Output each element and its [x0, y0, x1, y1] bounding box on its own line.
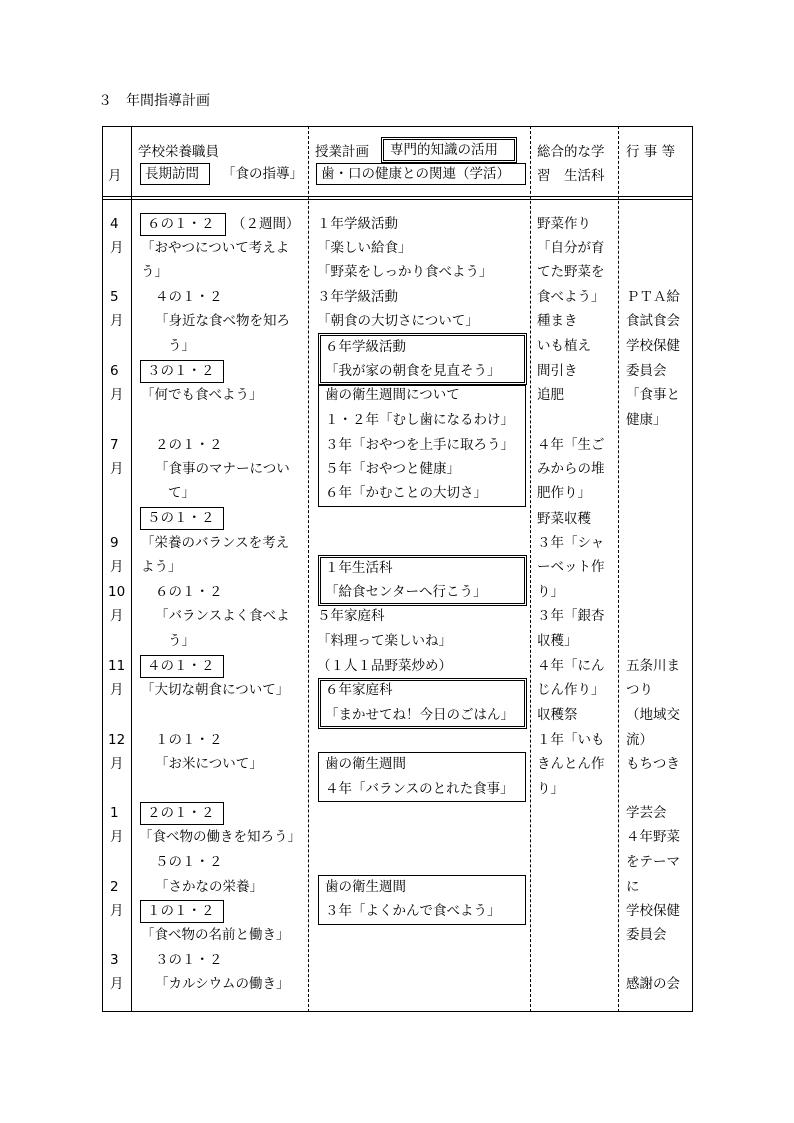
- page-heading: ３ 年間指導計画: [98, 93, 210, 109]
- month-label: 月: [110, 829, 124, 845]
- class-text: 「朝食の大切さについて」: [317, 313, 479, 329]
- month-label: 月: [110, 903, 124, 919]
- header-class-plan: 授業計画: [315, 144, 369, 160]
- teacher-text: よう」: [141, 559, 182, 575]
- class-text: 「料理って楽しいね」: [317, 633, 452, 649]
- event-text: 学芸会: [626, 805, 667, 821]
- teacher-text: 「食べ物の名前と働き」: [141, 927, 290, 943]
- class-text: 歯の衛生週間について: [325, 387, 460, 403]
- integrated-text: みからの堆: [537, 461, 605, 477]
- event-text: 委員会: [626, 927, 667, 943]
- integrated-text: 食べよう」: [537, 289, 605, 305]
- integrated-text: ーベット作: [537, 559, 605, 575]
- month-label: 月: [110, 608, 124, 624]
- visit-class-box: ２の１・２: [140, 802, 224, 825]
- event-text: 健康」: [626, 412, 667, 428]
- teacher-text: 「食事のマナーについ: [155, 461, 290, 477]
- teacher-text: 「身近な食べ物を知ろ: [155, 313, 290, 329]
- teacher-text: う」: [141, 264, 168, 280]
- integrated-text: ４年「にん: [537, 658, 605, 674]
- teacher-text: １の１・２: [155, 732, 223, 748]
- event-text: 学校保健: [626, 338, 680, 354]
- event-text: ＰＴＡ給: [626, 289, 680, 305]
- event-text: をテーマ: [626, 854, 680, 870]
- header-month: 月: [108, 168, 122, 184]
- header-teacher-title: 学校栄養職員: [138, 144, 219, 160]
- class-text: （１人１品野菜炒め）: [317, 658, 452, 674]
- column-divider: [308, 126, 309, 1012]
- header-teacher-guidance: 「食の指導」: [222, 166, 303, 182]
- class-text: ３年学級活動: [317, 289, 398, 305]
- visit-class-box: ６の１・２: [140, 213, 226, 236]
- class-text: 「給食センターへ行こう」: [325, 584, 487, 600]
- visit-class-box: １の１・２: [140, 900, 224, 923]
- event-text: （地域交: [626, 707, 680, 723]
- teacher-text: ５の１・２: [155, 854, 223, 870]
- header-integrated: 総合的な学: [537, 144, 605, 160]
- integrated-text: ３年「銀杏: [537, 608, 605, 624]
- class-text: 歯の衛生週間: [325, 879, 406, 895]
- teacher-text: 「バランスよく食べよ: [155, 608, 290, 624]
- month-label: 6: [110, 363, 119, 379]
- event-text: 学校保健: [626, 903, 680, 919]
- integrated-text: いも植え: [537, 338, 591, 354]
- visit-class-box: ４の１・２: [140, 655, 224, 678]
- header-divider: [102, 199, 693, 200]
- integrated-text: ４年「生ご: [537, 437, 605, 453]
- month-column-divider: [131, 126, 132, 1012]
- class-text: ５年「おやつと健康」: [325, 461, 460, 477]
- month-label: 2: [110, 879, 119, 895]
- integrated-text: 肥作り」: [537, 485, 591, 501]
- class-text: ６年学級活動: [325, 339, 406, 355]
- teacher-text: ２の１・２: [155, 437, 223, 453]
- integrated-text: 種まき: [537, 313, 578, 329]
- teacher-text: 「大切な朝食について」: [141, 682, 290, 698]
- event-text: もちつき: [626, 756, 680, 772]
- month-label: 11: [108, 658, 126, 674]
- visit-class-box: ３の１・２: [140, 360, 224, 383]
- class-text: ６年家庭科: [325, 682, 393, 698]
- teacher-text: 「お米について」: [155, 756, 263, 772]
- month-label: 9: [110, 535, 119, 551]
- integrated-text: 「自分が育: [537, 240, 605, 256]
- month-label: 月: [110, 240, 124, 256]
- integrated-text: 収穫祭: [537, 707, 578, 723]
- class-text: 歯の衛生週間: [325, 756, 406, 772]
- month-label: 月: [110, 976, 124, 992]
- integrated-text: 収穫」: [537, 633, 578, 649]
- class-text: １年生活科: [325, 560, 393, 576]
- class-text: 「まかせてね！今日のごはん」: [325, 707, 514, 723]
- class-text: ３年「よくかんで食べよう」: [325, 903, 501, 919]
- integrated-text: ３年「シャ: [537, 535, 605, 551]
- teacher-text: う」: [168, 338, 195, 354]
- month-label: 12: [108, 732, 126, 748]
- month-label: 月: [110, 756, 124, 772]
- integrated-text: り」: [537, 584, 564, 600]
- teacher-text: ３の１・２: [155, 952, 223, 968]
- teacher-text: 「さかなの栄養」: [155, 879, 263, 895]
- class-text: 「野菜をしっかり食べよう」: [317, 264, 493, 280]
- month-label: 月: [110, 682, 124, 698]
- month-label: 10: [108, 584, 126, 600]
- event-text: つり: [626, 682, 653, 698]
- month-label: 1: [110, 805, 119, 821]
- class-text: 「我が家の朝食を見直そう」: [325, 363, 501, 379]
- header-teacher-visit: 長期訪問: [140, 163, 210, 185]
- month-label: 7: [110, 437, 119, 453]
- column-divider: [530, 126, 531, 1012]
- header-divider: [102, 196, 693, 197]
- integrated-text: １年「いも: [537, 732, 605, 748]
- event-text: 「食事と: [626, 387, 680, 403]
- month-label: 月: [110, 559, 124, 575]
- teacher-text: 「栄養のバランスを考え: [141, 535, 290, 551]
- class-text: １・２年「むし歯になるわけ」: [325, 412, 514, 428]
- integrated-text: きんとん作: [537, 756, 605, 772]
- event-text: ４年野菜: [626, 829, 680, 845]
- class-text: ４年「バランスのとれた食事」: [325, 781, 514, 797]
- integrated-text: 間引き: [537, 363, 578, 379]
- integrated-text: 野菜作り: [537, 216, 591, 232]
- event-text: 五条川ま: [626, 658, 680, 674]
- month-label: 月: [110, 461, 124, 477]
- column-divider: [618, 126, 619, 1012]
- class-text: 「楽しい給食」: [317, 240, 412, 256]
- teacher-text: 「食べ物の働きを知ろう」: [139, 829, 301, 845]
- header-expertise: 専門的知識の活用: [381, 137, 517, 163]
- teacher-text: ４の１・２: [155, 289, 223, 305]
- teacher-text: 「おやつについて考えよ: [141, 240, 290, 256]
- teacher-text: ６の１・２: [155, 584, 223, 600]
- month-label: 月: [110, 387, 124, 403]
- class-text: ３年「おやつを上手に取ろう」: [325, 437, 514, 453]
- integrated-text: じん作り」: [537, 682, 605, 698]
- event-text: に: [626, 879, 640, 895]
- class-text: ６年「かむことの大切さ」: [325, 485, 487, 501]
- event-text: 委員会: [626, 363, 667, 379]
- month-label: 5: [110, 289, 119, 305]
- header-class-sub: 歯・口の健康との関連（学活）: [316, 163, 526, 185]
- teacher-text: （２週間）: [232, 216, 300, 232]
- event-text: 流）: [626, 732, 653, 748]
- teacher-text: 「カルシウムの働き」: [155, 976, 290, 992]
- integrated-text: 追肥: [537, 387, 564, 403]
- event-text: 感謝の会: [626, 976, 680, 992]
- month-label: 4: [110, 216, 119, 232]
- integrated-text: てた野菜を: [537, 264, 605, 280]
- teacher-text: て」: [168, 485, 195, 501]
- header-integrated: 習 生活科: [537, 168, 605, 184]
- teacher-text: 「何でも食べよう」: [141, 387, 263, 403]
- integrated-text: り」: [537, 781, 564, 797]
- event-text: 食試食会: [626, 313, 680, 329]
- class-text: ５年家庭科: [317, 608, 385, 624]
- class-text: １年学級活動: [317, 216, 398, 232]
- month-label: 3: [110, 952, 119, 968]
- teacher-text: う」: [168, 633, 195, 649]
- visit-class-box: ５の１・２: [140, 507, 224, 530]
- month-label: 月: [110, 313, 124, 329]
- integrated-text: 野菜収穫: [537, 511, 591, 527]
- header-events: 行 事 等: [626, 144, 676, 160]
